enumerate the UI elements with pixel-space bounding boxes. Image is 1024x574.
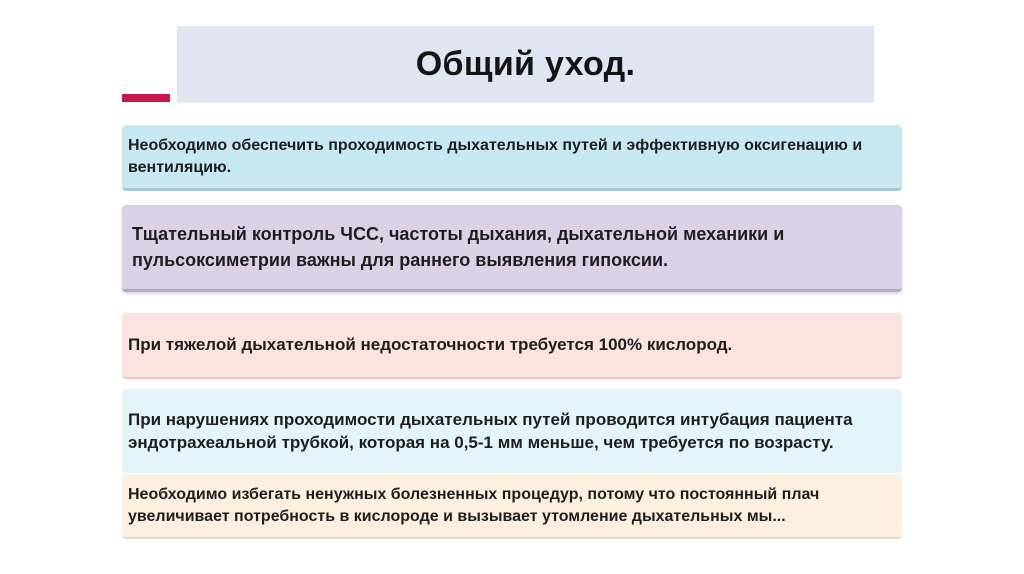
- info-box-oxygen: [122, 313, 902, 379]
- title-band: [177, 26, 874, 102]
- info-box-procedures: [122, 474, 902, 539]
- slide-title: Общий уход.: [415, 44, 636, 83]
- info-box-intubation-text: При нарушениях проходимости дыхательных путей проводится интубация пациента эндотрахеальной трубкой, которая на 0,5-1 мм меньше, чем требуется по возрасту.: [128, 410, 853, 452]
- info-box-oxygen-text: При тяжелой дыхательной недостаточности требуется 100% кислород.: [128, 335, 733, 354]
- info-box-airway: [122, 125, 902, 191]
- slide: [122, 22, 902, 552]
- info-box-procedures-text: Необходимо избегать ненужных болезненных процедур, потому что постоянный плач увеличивает потребность в кислороде и вызывает утомление дыхательных мы...: [128, 485, 820, 525]
- info-box-airway-text: Необходимо обеспечить проходимость дыхательных путей и эффективную оксигенацию и вентиляцию.: [128, 136, 863, 176]
- info-box-monitoring: [122, 205, 902, 292]
- info-box-intubation: [122, 389, 902, 473]
- accent-bar: [122, 94, 170, 102]
- info-box-monitoring-text: Тщательный контроль ЧСС, частоты дыхания, дыхательной механики и пульсоксиметрии важны для раннего выявления гипоксии.: [132, 224, 785, 270]
